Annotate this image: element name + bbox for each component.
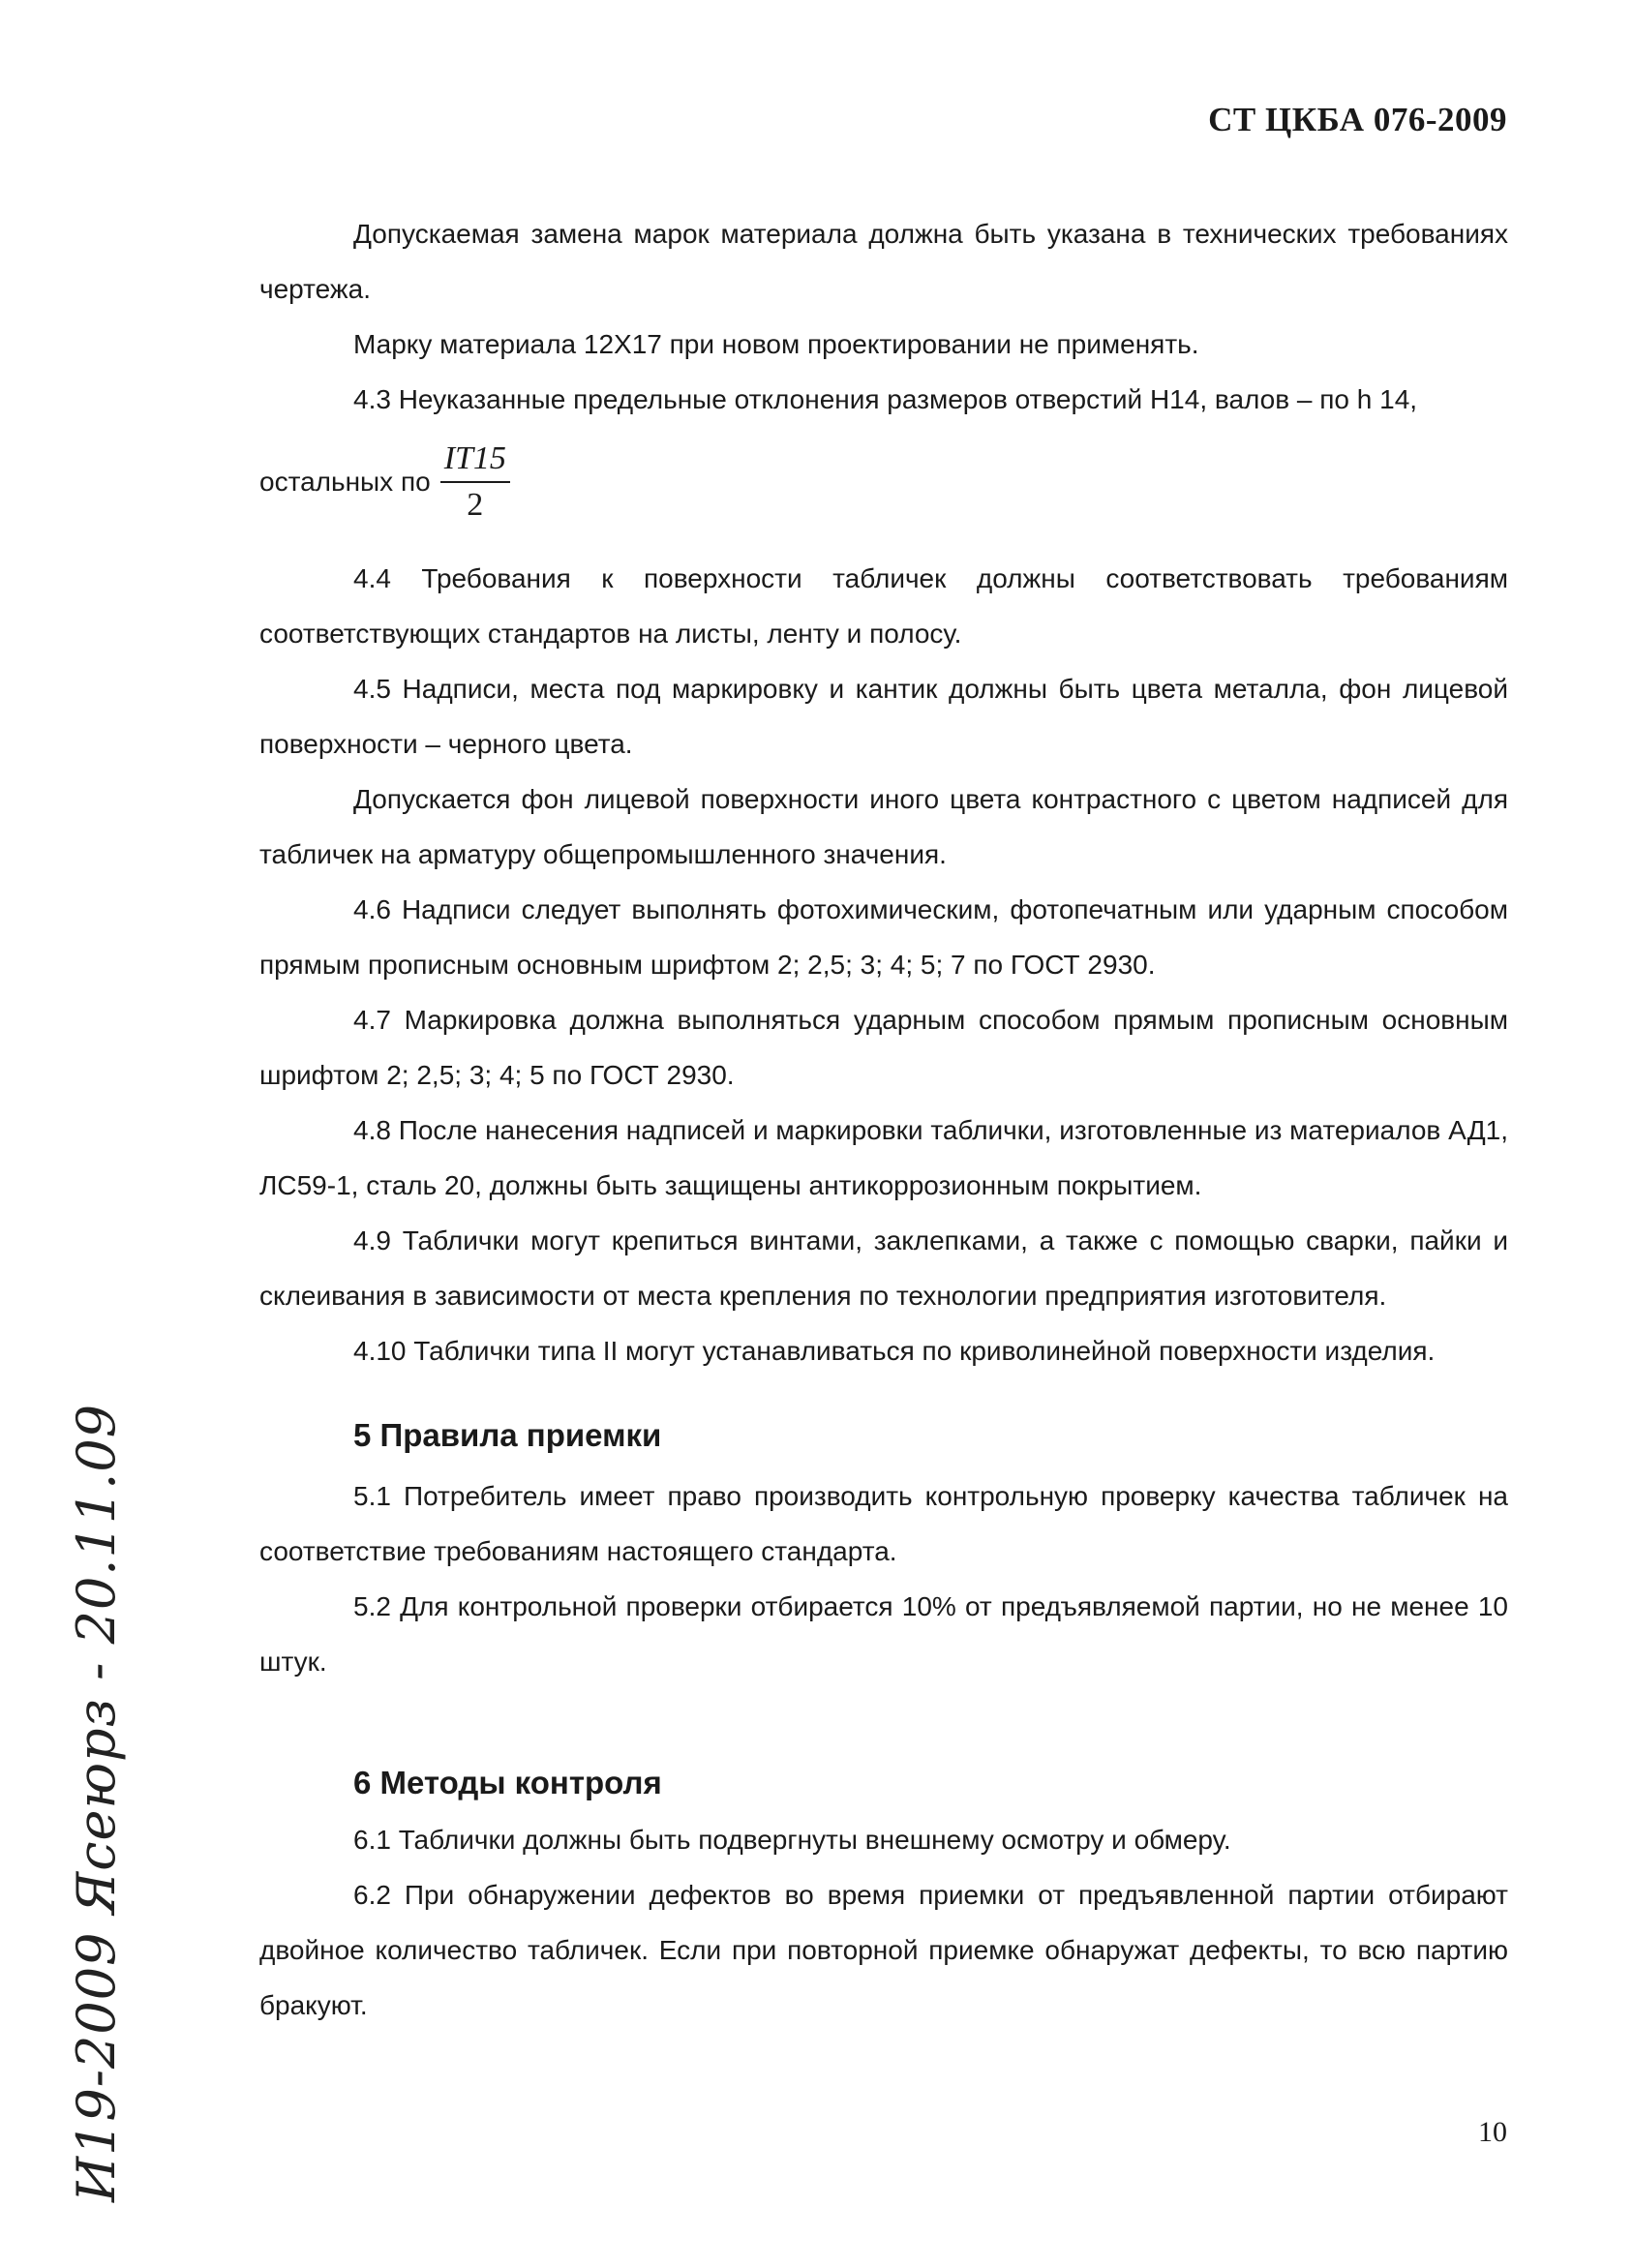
paragraph-5-2: 5.2 Для контрольной проверки отбирается 10% от предъявляемой партии, но не менее 10 штук.	[259, 1591, 1508, 1677]
page-number: 10	[1478, 2116, 1507, 2148]
paragraph-4-8: 4.8 После нанесения надписей и маркировки таблички, изготовленные из материалов АД1, ЛС59-1, сталь 20, должны быть защищены антикоррозионным покрытием.	[259, 1115, 1509, 1200]
section-6-heading: 6 Методы контроля	[353, 1765, 662, 1800]
page-content	[259, 206, 1508, 2033]
paragraph-material-substitution: Допускаемая замена марок материала должна быть указана в технических требованиях чертежа.	[259, 219, 1508, 304]
paragraph-material-12x17: Марку материала 12Х17 при новом проектировании не применять.	[353, 329, 1199, 359]
paragraph-4-7: 4.7 Маркировка должна выполняться ударным способом прямым прописным основным шрифтом 2; 2,5; 3; 4; 5 по ГОСТ 2930.	[259, 1005, 1508, 1090]
paragraph-background-color: Допускается фон лицевой поверхности иного цвета контрастного с цветом надписей для табличек на арматуру общепромышленного значения.	[259, 784, 1508, 869]
handwritten-note-text: И19-2009 Ясеюрз - 20.11.09	[66, 1403, 127, 2202]
paragraph-6-2: 6.2 При обнаружении дефектов во время приемки от предъявленной партии отбирают двойное количество табличек. Если при повторной приемке обнаружат дефекты, то всю партию бракуют.	[259, 1880, 1508, 2020]
fraction-lead-text: остальных по	[259, 467, 431, 497]
paragraph-4-4: 4.4 Требования к поверхности табличек должны соответствовать требованиям соответствующих стандартов на листы, ленту и полосу.	[259, 563, 1508, 649]
handwritten-margin-note	[17, 1403, 163, 2207]
paragraph-5-1: 5.1 Потребитель имеет право производить контрольную проверку качества табличек на соответствие требованиям настоящего стандарта.	[259, 1481, 1508, 1566]
section-5-heading: 5 Правила приемки	[353, 1417, 662, 1453]
handwritten-note-drawing	[17, 1403, 163, 2207]
tolerance-fraction	[440, 439, 510, 525]
paragraph-4-3: 4.3 Неуказанные предельные отклонения размеров отверстий Н14, валов – по h 14,	[353, 384, 1418, 414]
paragraph-4-10: 4.10 Таблички типа II могут устанавливаться по криволинейной поверхности изделия.	[353, 1336, 1436, 1366]
fraction-numerator: IT15	[443, 440, 506, 476]
paragraph-4-6: 4.6 Надписи следует выполнять фотохимическим, фотопечатным или ударным способом прямым прописным основным шрифтом 2; 2,5; 3; 4; 5; 7 по ГОСТ 2930.	[259, 894, 1508, 980]
fraction-denominator: 2	[467, 487, 484, 523]
document-code: СТ ЦКБА 076-2009	[1208, 101, 1507, 138]
paragraph-4-9: 4.9 Таблички могут крепиться винтами, заклепками, а также с помощью сварки, пайки и склеивания в зависимости от места крепления по технологии предприятия изготовителя.	[259, 1225, 1508, 1311]
paragraph-4-3-continuation	[259, 431, 1508, 533]
paragraph-4-5: 4.5 Надписи, места под маркировку и кантик должны быть цвета металла, фон лицевой поверхности – черного цвета.	[259, 674, 1508, 759]
paragraph-6-1: 6.1 Таблички должны быть подвергнуты внешнему осмотру и обмеру.	[353, 1825, 1231, 1855]
